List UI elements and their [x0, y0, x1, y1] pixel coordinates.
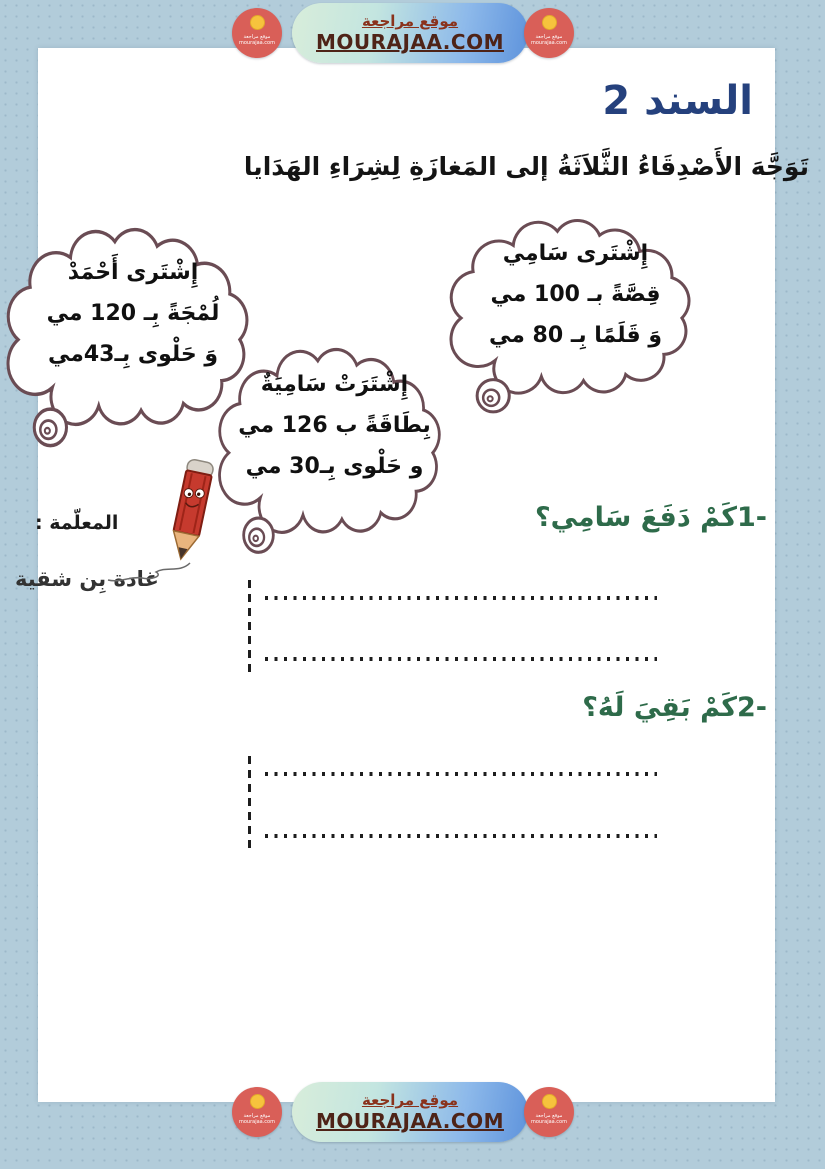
site-domain: MOURAJAA.COM [316, 30, 504, 54]
bubble-line: وَ قَلَمًا بِـ 80 مي [489, 323, 662, 348]
thought-bubble-sami [445, 205, 706, 422]
answer-margin-dashes [248, 756, 251, 848]
answer-dotted-line [265, 772, 657, 776]
bubble-line: بِطَاقَةً ب 126 مي [238, 413, 431, 438]
question-1 [535, 502, 767, 533]
question-number: 1- [737, 502, 767, 533]
logo-book-icon [542, 15, 557, 30]
site-name-arabic: موقع مراجعة [361, 12, 459, 30]
logo-text-ar: موقع مراجعة [535, 34, 563, 40]
bubble-line: لُمْجَةً بِـ 120 مي [46, 301, 220, 326]
bubble-line: وَ حَلْوى بِـ43مي [47, 342, 219, 367]
logo-text-ar: موقع مراجعة [535, 1113, 563, 1119]
site-banner-link[interactable] [292, 3, 528, 63]
logo-text-ar: موقع مراجعة [243, 1113, 271, 1119]
answer-margin-dashes [248, 580, 251, 672]
site-domain: MOURAJAA.COM [316, 1109, 504, 1133]
mourajaa-logo-icon [232, 8, 282, 58]
question-text: كَمْ دَفَعَ سَامِي؟ [534, 502, 737, 533]
answer-dotted-line [265, 657, 657, 661]
mourajaa-logo-icon [232, 1087, 282, 1137]
logo-book-icon [250, 1094, 265, 1109]
footer-banner [230, 1082, 576, 1142]
bubble-line: إِشْتَرَتْ سَامِيَةٌ [260, 372, 409, 397]
page-title: السند 2 [602, 78, 753, 124]
logo-text-ar: موقع مراجعة [243, 34, 271, 40]
site-name-arabic: موقع مراجعة [361, 1091, 459, 1109]
pencil-icon [100, 456, 250, 586]
site-banner-link[interactable] [292, 1082, 528, 1142]
bubble-line: و حَلْوى بِـ30 مي [245, 454, 424, 479]
question-2 [582, 692, 767, 723]
teacher-label: المعلّمة : [35, 512, 119, 534]
logo-text-domain: mourajaa.com [238, 40, 275, 46]
bubble-text [466, 233, 685, 356]
mourajaa-logo-icon [524, 1087, 574, 1137]
header-banner [230, 3, 576, 63]
logo-book-icon [250, 15, 265, 30]
teacher-name: غادة بِن شقية [15, 567, 159, 591]
thought-bubble-samia [214, 333, 455, 563]
logo-text-domain: mourajaa.com [238, 1119, 275, 1125]
bubble-line: قِصَّةً بـ 100 مي [490, 282, 661, 307]
answer-dotted-line [265, 834, 657, 838]
logo-text-domain: mourajaa.com [530, 1119, 567, 1125]
bubble-line: إِشْتَرى سَامِي [502, 241, 649, 266]
bubble-text [23, 252, 243, 375]
question-number: 2- [737, 692, 767, 723]
logo-book-icon [542, 1094, 557, 1109]
logo-text-domain: mourajaa.com [530, 40, 567, 46]
mourajaa-logo-icon [524, 8, 574, 58]
bubble-text [233, 364, 435, 487]
question-text: كَمْ بَقِيَ لَهُ؟ [582, 692, 737, 723]
intro-sentence: تَوَجَّهَ الأَصْدِقَاءُ الثَّلاَثَةُ إلى المَغازَةِ لِشِرَاءِ الهَدَايا [243, 152, 809, 181]
bubble-line: إِشْتَرى أَحْمَدْ [67, 260, 199, 285]
answer-dotted-line [265, 596, 657, 600]
